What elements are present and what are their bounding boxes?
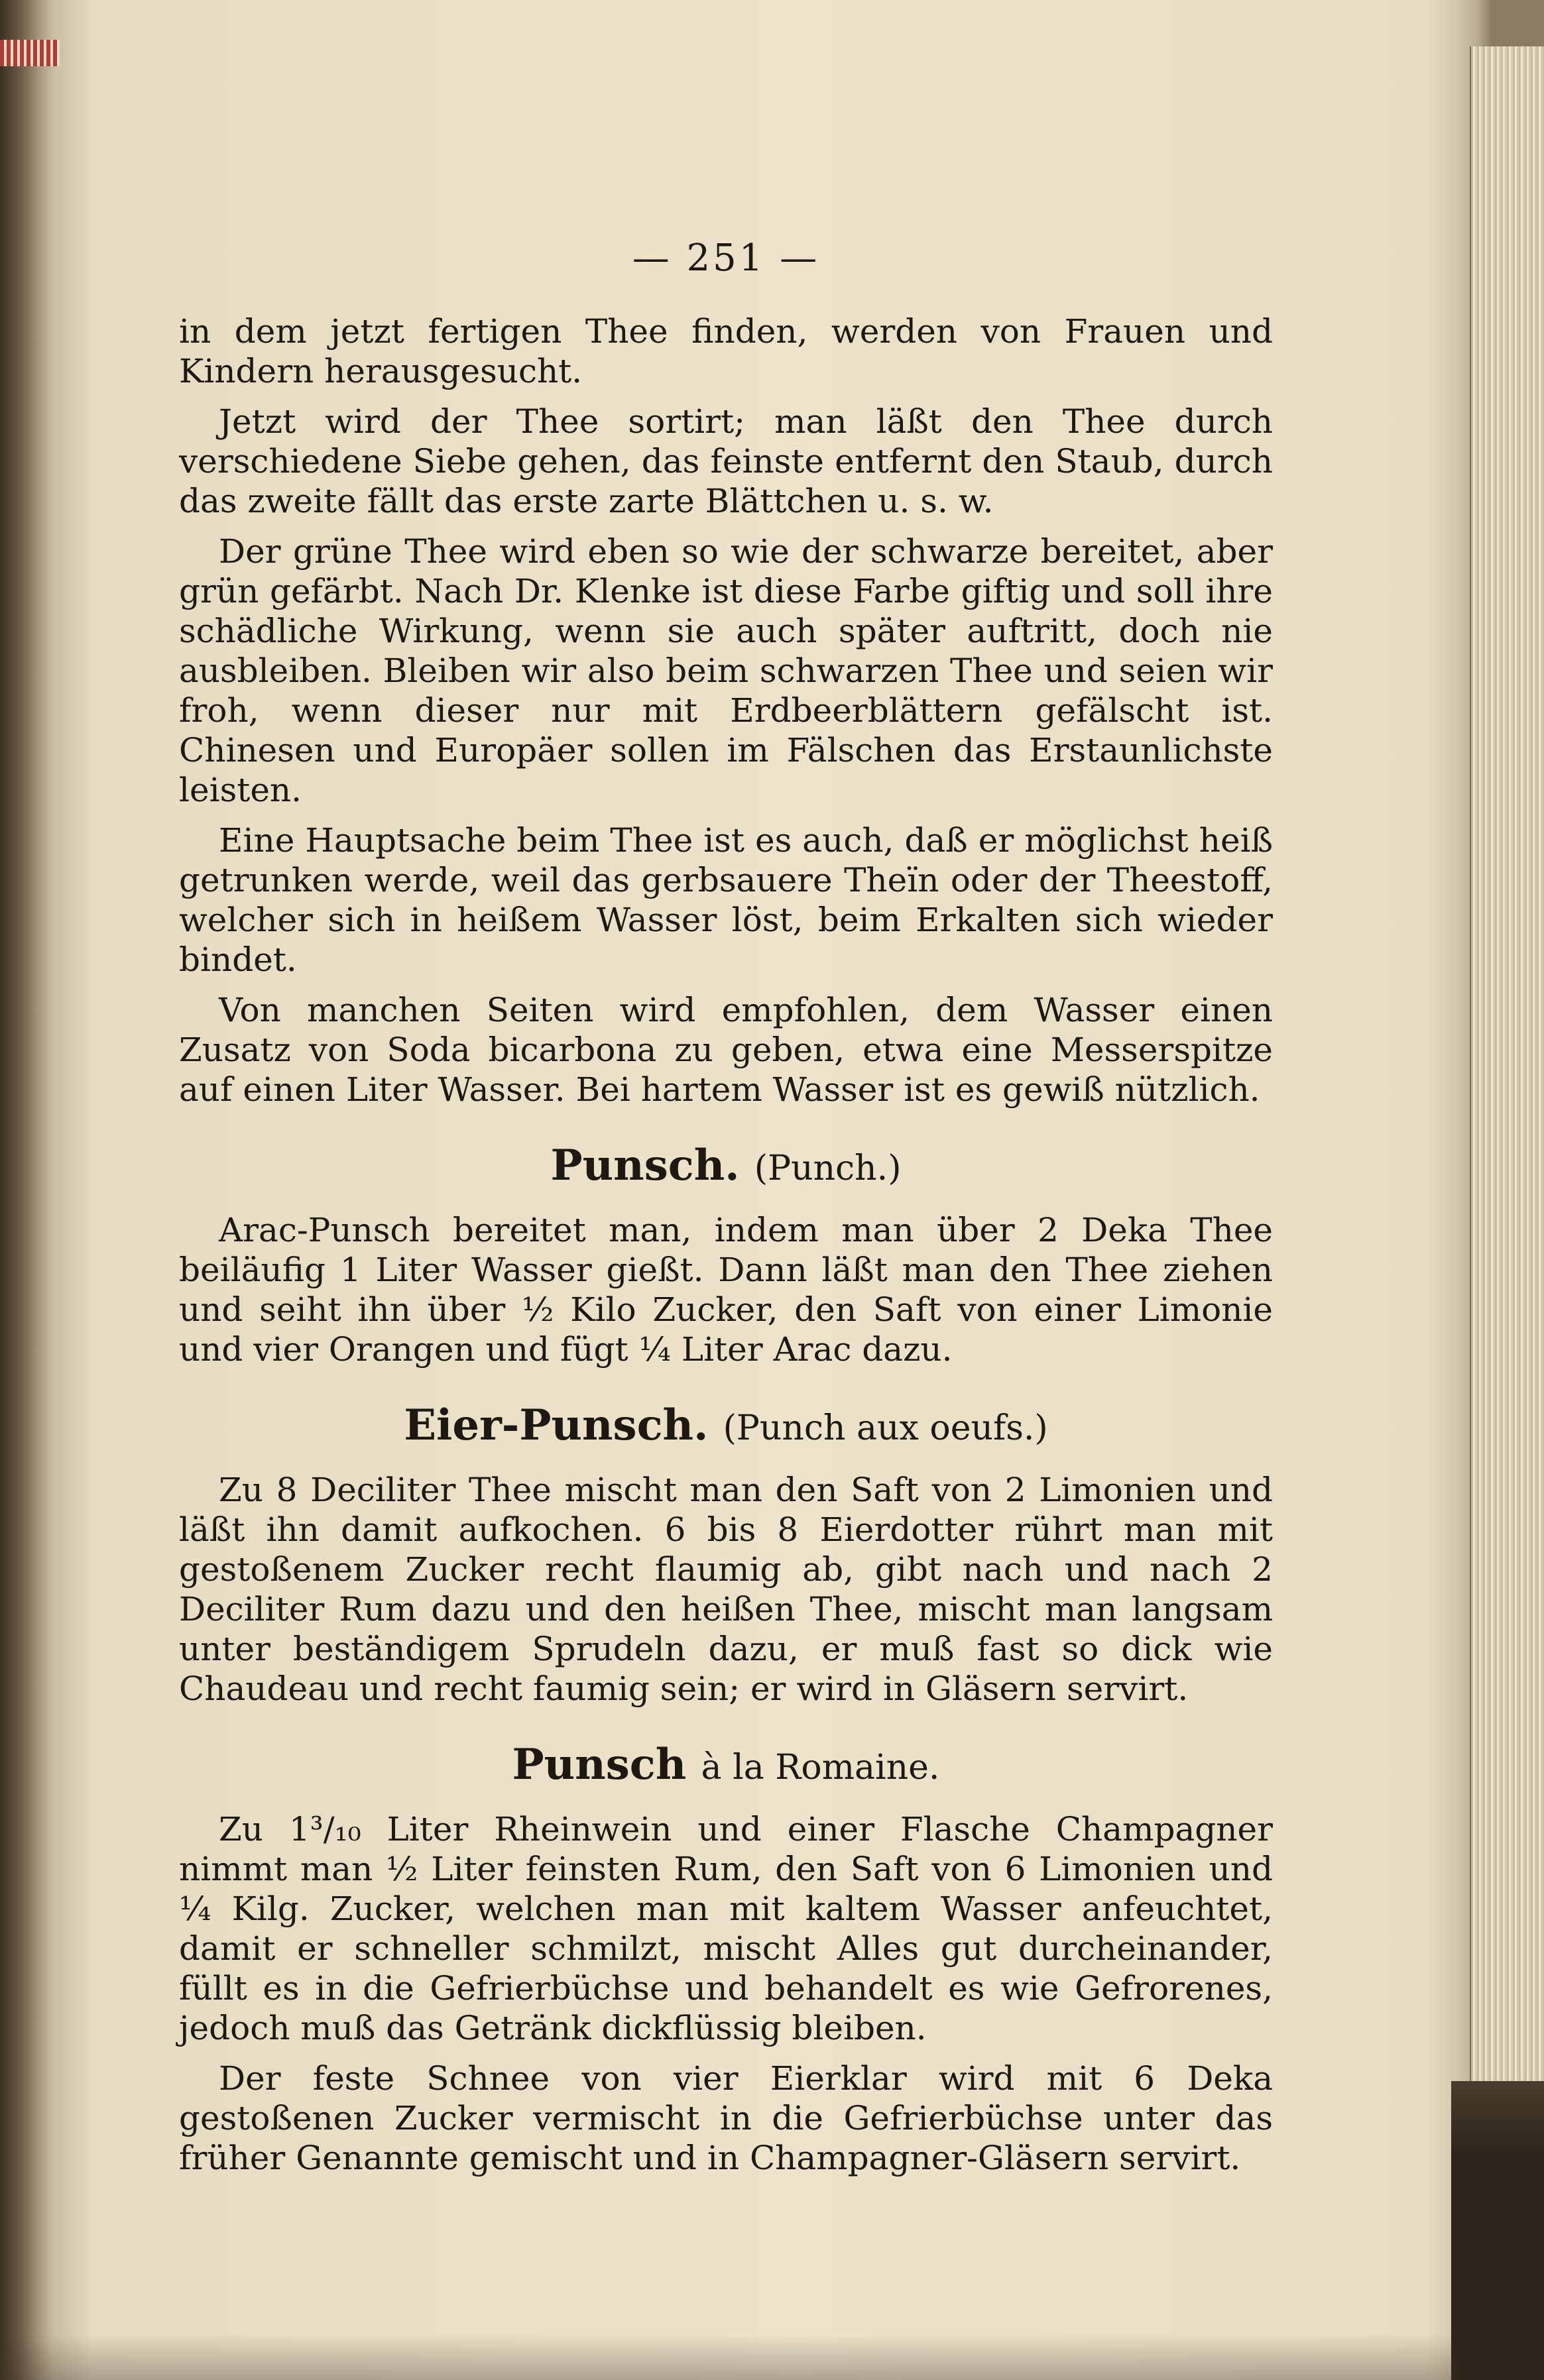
- section-heading-punsch: [179, 1140, 1273, 1194]
- section-title: Punsch.: [550, 1141, 740, 1190]
- paragraph-punsch-1: Arac-Punsch bereitet man, indem man über 2 Deka Thee beiläufig 1 Liter Wasser gießt. Dann läßt man den Thee ziehen und seiht ihn über ½ Kilo Zucker, den Saft von einer Limonie und vier Orangen und fügt ¼ Liter Arac dazu.: [179, 1211, 1273, 1369]
- paragraph-intro-5: Von manchen Seiten wird empfohlen, dem Wasser einen Zusatz von Soda bicarbona zu geben, etwa eine Messerspitze auf einen Liter Wasser. Bei hartem Wasser ist es gewiß nützlich.: [179, 991, 1273, 1109]
- paragraph-romaine-1: Zu 1³/₁₀ Liter Rheinwein und einer Flasche Champagner nimmt man ½ Liter feinsten Rum, den Saft von 6 Limonien und ¼ Kilg. Zucker, welchen man mit kaltem Wasser anfeuchtet, damit er schneller schmilzt, mischt Alles gut durcheinander, füllt es in die Gefrierbüchse und behandelt es wie Gefrorenes, jedoch muß das Getränk dickflüssig bleiben.: [179, 1810, 1273, 2047]
- section-subtitle: (Punch aux oeufs.): [723, 1408, 1048, 1448]
- color-calibration-strip: [0, 40, 60, 66]
- paragraph-romaine-2: Der feste Schnee von vier Eierklar wird mit 6 Deka gestoßenen Zucker vermischt in die Gefrierbüchse unter das früher Genannte gemischt und in Champagner-Gläsern servirt.: [179, 2059, 1273, 2177]
- section-heading-punsch-romaine: [179, 1739, 1273, 1793]
- paragraph-intro-1: in dem jetzt fertigen Thee finden, werden von Frauen und Kindern herausgesucht.: [179, 312, 1273, 390]
- paragraph-intro-2: Jetzt wird der Thee sortirt; man läßt den Thee durch verschiedene Siebe gehen, das feinste entfernt den Staub, durch das zweite fällt das erste zarte Blättchen u. s. w.: [179, 402, 1273, 520]
- page-number: — 251 —: [632, 237, 820, 280]
- page-text-block: [179, 212, 1273, 2188]
- section-title: Eier-Punsch.: [404, 1400, 709, 1450]
- section-heading-eier-punsch: [179, 1400, 1273, 1454]
- section-subtitle: à la Romaine.: [701, 1748, 940, 1787]
- paragraph-eier-punsch-1: Zu 8 Deciliter Thee mischt man den Saft von 2 Limonien und läßt ihn damit aufkochen. 6 bis 8 Eierdotter rührt man mit gestoßenem Zucker recht flaumig ab, gibt nach und nach 2 Deciliter Rum dazu und den heißen Thee, mischt man langsam unter beständigem Sprudeln dazu, er muß fast so dick wie Chaudeau und recht faumig sein; er wird in Gläsern servirt.: [179, 1471, 1273, 1708]
- book-page-edges: [1470, 46, 1544, 2081]
- paragraph-intro-4: Eine Hauptsache beim Thee ist es auch, daß er möglichst heiß getrunken werde, weil das gerbsauere Theïn oder der Theestoff, welcher sich in heißem Wasser löst, beim Erkalten sich wieder bindet.: [179, 821, 1273, 979]
- section-title: Punsch: [512, 1740, 687, 1789]
- page-bottom-shadow: [0, 2334, 1458, 2380]
- section-subtitle: (Punch.): [754, 1149, 902, 1188]
- book-cover-shadow: [1451, 2081, 1544, 2380]
- paragraph-intro-3: Der grüne Thee wird eben so wie der schwarze bereitet, aber grün gefärbt. Nach Dr. Klenke ist diese Farbe giftig und soll ihre schädliche Wirkung, wenn sie auch später auftritt, doch nie ausbleiben. Bleiben wir also beim schwarzen Thee und seien wir froh, wenn dieser nur mit Erdbeerblättern gefälscht ist. Chinesen und Europäer sollen im Fälschen das Erstaunlichste leisten.: [179, 532, 1273, 809]
